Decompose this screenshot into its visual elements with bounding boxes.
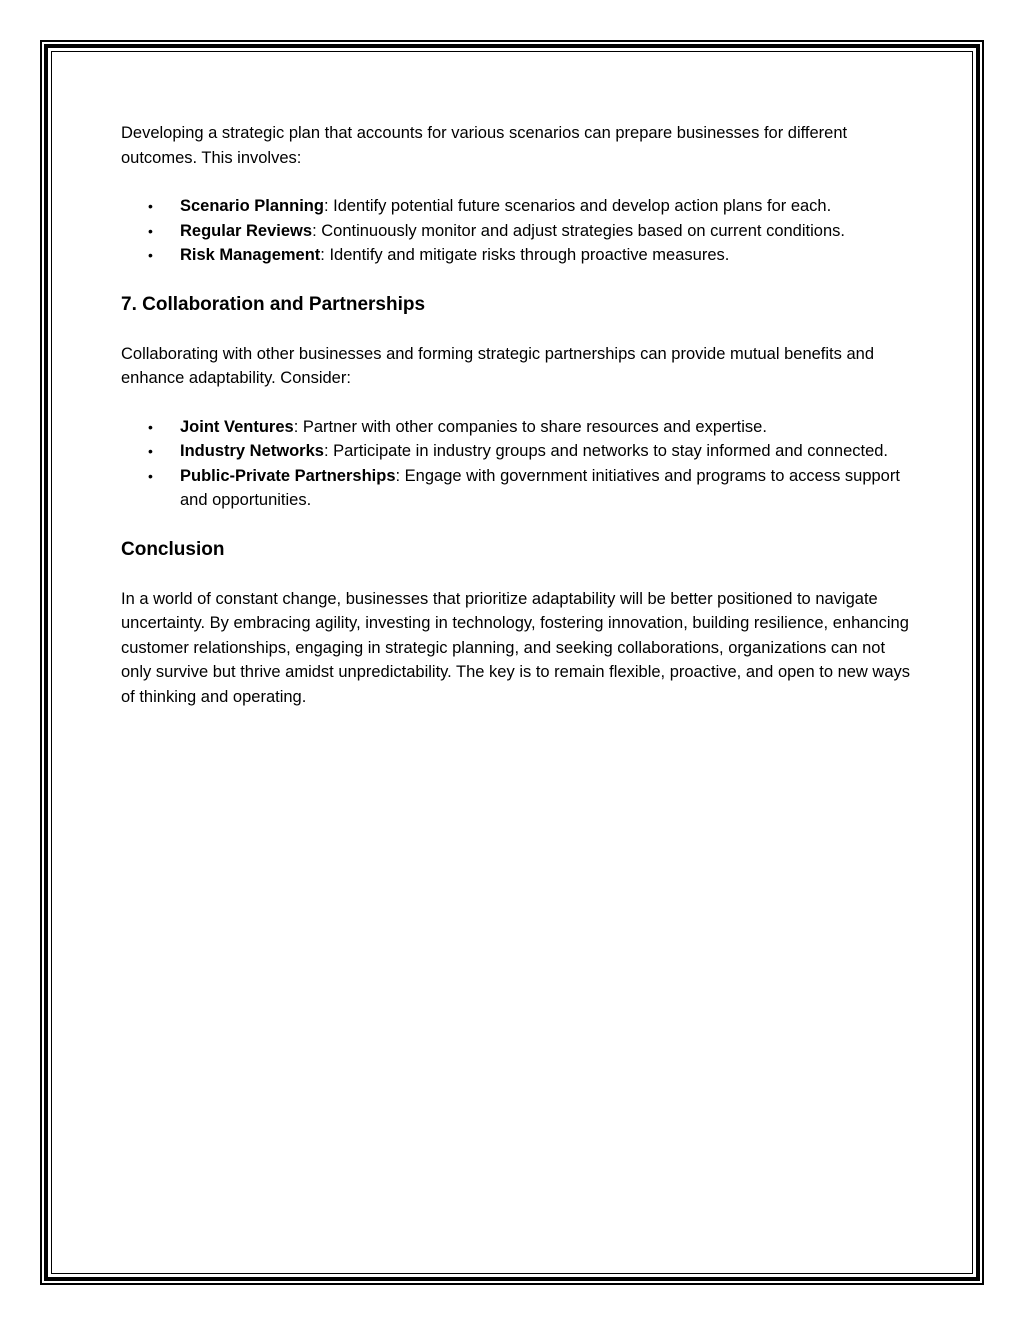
list-item — [121, 439, 911, 464]
bullet-icon: • — [148, 247, 153, 263]
list-item-term: Scenario Planning — [180, 197, 324, 215]
list-item-term: Public-Private Partnerships — [180, 466, 396, 485]
bullet-icon: • — [148, 198, 153, 214]
list-item-term: Risk Management — [180, 246, 321, 264]
section-intro-paragraph: Collaborating with other businesses and forming strategic partnerships can provide mutual benefits and enhance adaptability. Consider: — [121, 344, 875, 387]
document-content — [121, 121, 911, 733]
intro-paragraph: Developing a strategic plan that accounts for various scenarios can prepare businesses for different outcomes. This involves: — [121, 124, 848, 167]
list-item-term: Industry Networks — [180, 442, 324, 460]
list-item — [121, 219, 911, 244]
conclusion-paragraph: In a world of constant change, businesses that prioritize adaptability will be better positioned to navigate uncertainty. By embracing agility, investing in technology, fostering innovation, building resilience, enhancing customer relationships, engaging in strategic planning, and seeking collaborations, organizations can not only survive but thrive amidst unpredictability. The key is to remain flexible, proactive, and open to new ways of thinking and operating. — [121, 589, 911, 706]
conclusion-heading: Conclusion — [121, 538, 225, 560]
list-item-desc: : Participate in industry groups and networks to stay informed and connected. — [323, 442, 889, 460]
list-item-desc: : Continuously monitor and adjust strategies based on current conditions. — [312, 221, 845, 240]
list-item — [121, 464, 911, 513]
list-item — [121, 243, 911, 268]
bullet-icon: • — [148, 443, 153, 459]
bullet-icon: • — [148, 467, 153, 484]
list-item-term: Joint Ventures — [180, 417, 294, 436]
list-item-desc: : Identify potential future scenarios and develop action plans for each. — [323, 197, 832, 215]
list-item — [121, 415, 911, 440]
section-heading: 7. Collaboration and Partnerships — [121, 293, 426, 315]
bullet-icon: • — [148, 222, 153, 239]
list-item-desc: : Engage with government initiatives and programs to access support and opportunities. — [180, 466, 900, 509]
list-item — [121, 194, 911, 219]
bullet-icon: • — [148, 418, 153, 435]
list-item-desc: : Identify and mitigate risks through proactive measures. — [320, 246, 730, 264]
list-item-desc: : Partner with other companies to share resources and expertise. — [293, 417, 767, 436]
partnership-list — [121, 415, 911, 513]
scenario-list — [121, 194, 911, 268]
list-item-term: Regular Reviews — [180, 221, 313, 240]
